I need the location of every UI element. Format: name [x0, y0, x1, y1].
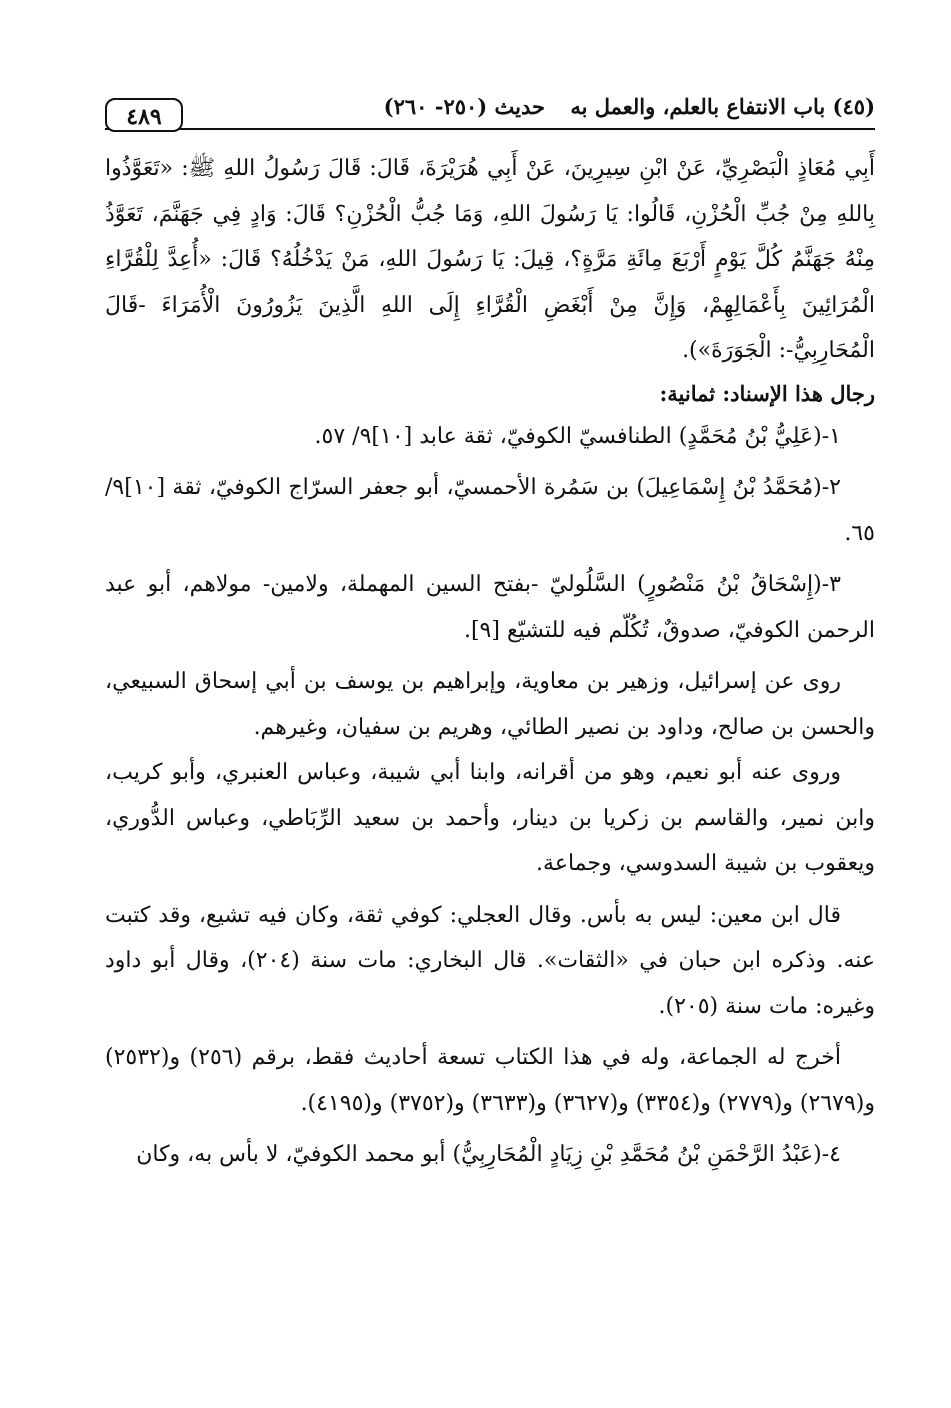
narrator-2: ٢-(مُحَمَّدُ بْنُ إِسْمَاعِيلَ) بن سَمُرة الأحمسيّ، أبو جعفر السرّاج الكوفيّ، ثقة [١٠]٩/ ٦٥. [105, 475, 875, 546]
narrator-4: ٤-(عَبْدُ الرَّحْمَنِ بْنُ مُحَمَّدِ بْنِ زِيَادٍ الْمُحَارِبِيُّ) أبو محمد الكوفيّ، لا بأس به، وكان [136, 1142, 841, 1167]
paragraph-narrated-from: روى عن إسرائيل، وزهير بن معاوية، وإبراهيم بن يوسف بن أبي إسحاق السبيعي، والحسن بن صالح، وداود بن نصير الطائي، وهريم بن سفيان، وغيرهم. [105, 669, 875, 740]
paragraph-hadith-refs: أخرج له الجماعة، وله في هذا الكتاب تسعة أحاديث فقط، برقم (٢٥٦) و(٢٥٣٢) و(٢٦٧٩) و(٢٧٧٩) و(٣٣٥٤) و(٣٦٢٧) و(٣٦٣٣) و(٣٧٥٢) و(٤١٩٥). [105, 1045, 875, 1116]
chapter-title: (٤٥) باب الانتفاع بالعلم، والعمل به [570, 94, 875, 119]
narrator-3: ٣-(إِسْحَاقُ بْنُ مَنْصُورٍ) السَّلُوليّ -بفتح السين المهملة، ولامين- مولاهم، أبو عبد الرحمن الكوفيّ، صدوقٌ، تُكُلّم فيه للتشيّع [٩]. [105, 572, 875, 643]
paragraph-narrated-by: وروى عنه أبو نعيم، وهو من أقرانه، وابنا أبي شيبة، وعباس العنبري، وأبو كريب، وابن نمير، والقاسم بن زكريا بن دينار، وأحمد بن سعيد الرِّبَاطي، وعباس الدُّوري، ويعقوب بن شيبة السدوسي، وجماعة. [105, 760, 875, 876]
narrator-1: ١-(عَلِيُّ بْنُ مُحَمَّدٍ) الطنافسيّ الكوفيّ، ثقة عابد [١٠]٩/ ٥٧. [314, 423, 841, 449]
page-number: ٤٨٩ [105, 98, 183, 132]
hadith-range: حديث (٢٥٠- ٢٦٠) [383, 94, 545, 119]
hadith-text: أَبِي مُعَاذٍ الْبَصْرِيِّ، عَنْ ابْنِ سِيرِينَ، عَنْ أَبِي هُرَيْرَةَ، قَالَ: قَالَ رَسُولُ اللهِ ﷺ: «تَعَوَّذُوا بِاللهِ مِنْ جُبِّ الْحُزْنِ، قَالُوا: يَا رَسُولَ اللهِ، وَمَا جُبُّ الْحُزْنِ؟ قَالَ: وَادٍ فِي جَهَنَّمَ، تَعَوَّذُ مِنْهُ جَهَنَّمُ كُلَّ يَوْمٍ أَرْبَعَ مِائَةِ مَرَّةٍ؟، قِيلَ: يَا رَسُولَ اللهِ، مَنْ يَدْخُلُهُ؟ قَالَ: «أُعِدَّ لِلْقُرَّاءِ الْمُرَائِينَ بِأَعْمَالِهِمْ، وَإِنَّ مِنْ أَبْغَضِ الْقُرَّاءِ إِلَى اللهِ الَّذِينَ يَزُورُونَ الْأُمَرَاءَ -قَالَ الْمُحَارِبِيُّ-: الْجَوَرَةَ»). [105, 156, 875, 363]
book-page [105, 88, 875, 1178]
section-heading: رجال هذا الإسناد: ثمانية: [659, 380, 875, 406]
running-header [105, 88, 875, 130]
paragraph-grading: قال ابن معين: ليس به بأس. وقال العجلي: كوفي ثقة، وكان فيه تشيع، وقد كتبت عنه. وذكره ابن حبان في «الثقات». قال البخاري: مات سنة (٢٠٤)، وقال أبو داود وغيره: مات سنة (٢٠٥). [105, 902, 876, 1019]
page-body [105, 146, 875, 1178]
